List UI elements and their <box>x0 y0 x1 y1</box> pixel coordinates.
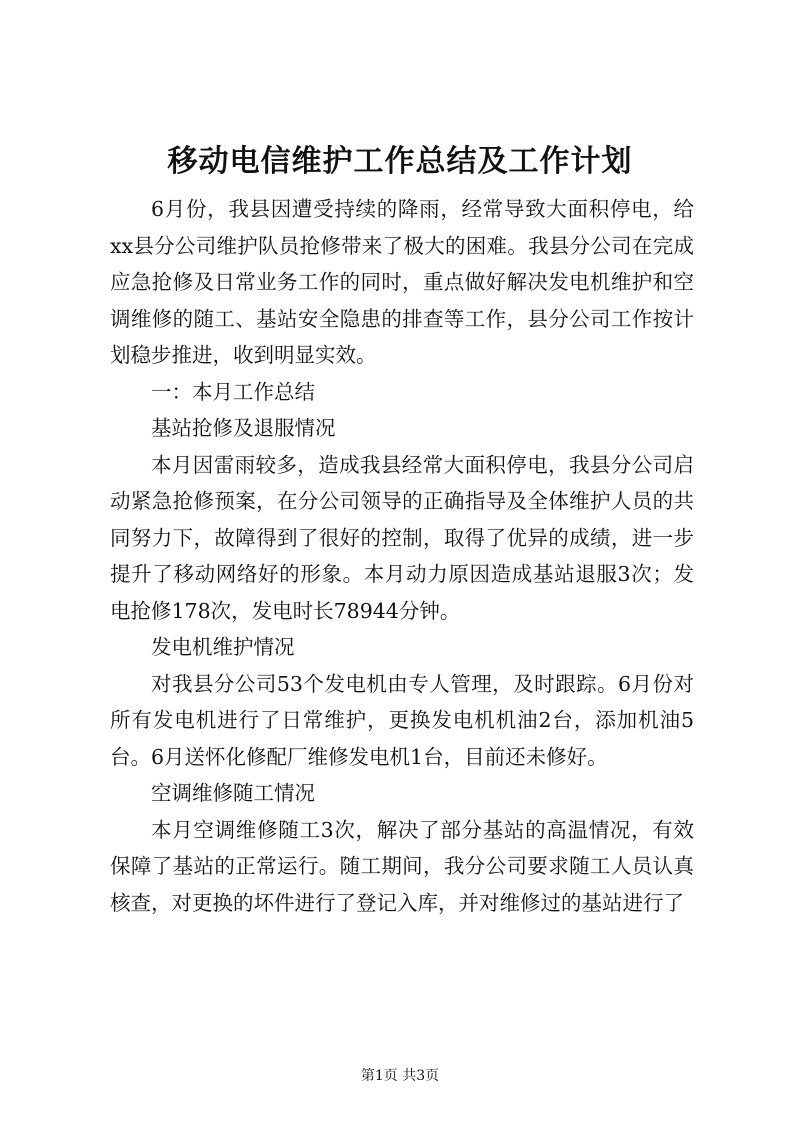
paragraph-ac-repair: 本月空调维修随工3次，解决了部分基站的高温情况，有效保障了基站的正常运行。随工期间，我分公司要求随工人员认真核查，对更换的坏件进行了登记入库，并对维修过的基站进行了 <box>110 817 694 915</box>
page-footer: 第1页 共3页 <box>360 1068 440 1084</box>
document-body <box>110 191 694 921</box>
subheading-base-station-repair: 基站抢修及退服情况 <box>151 416 336 440</box>
paragraph-intro: 6月份，我县因遭受持续的降雨，经常导致大面积停电，给xx县分公司维护队员抢修带来了极大的困难。我县分公司在完成应急抢修及日常业务工作的同时，重点做好解决发电机维护和空调维修的随工、基站安全隐患的排查等工作，县分公司工作按计划稳步推进，收到明显实效。 <box>110 197 694 367</box>
document-title: 移动电信维护工作总结及工作计划 <box>167 144 633 179</box>
paragraph-generator-maintenance: 对我县分公司53个发电机由专人管理，及时跟踪。6月份对所有发电机进行了日常维护，更换发电机机油2台，添加机油5台。6月送怀化修配厂维修发电机1台，目前还未修好。 <box>110 671 694 769</box>
section-heading-monthly-summary: 一：本月工作总结 <box>151 379 315 404</box>
subheading-generator-maintenance: 发电机维护情况 <box>151 635 295 659</box>
paragraph-base-station-repair: 本月因雷雨较多，造成我县经常大面积停电，我县分公司启动紧急抢修预案，在分公司领导的正确指导及全体维护人员的共同努力下，故障得到了很好的控制，取得了优异的成绩，进一步提升了移动网络好的形象。本月动力原因造成基站退服3次；发电抢修178次，发电时长78944分钟。 <box>110 452 694 623</box>
subheading-ac-repair: 空调维修随工情况 <box>151 781 315 805</box>
